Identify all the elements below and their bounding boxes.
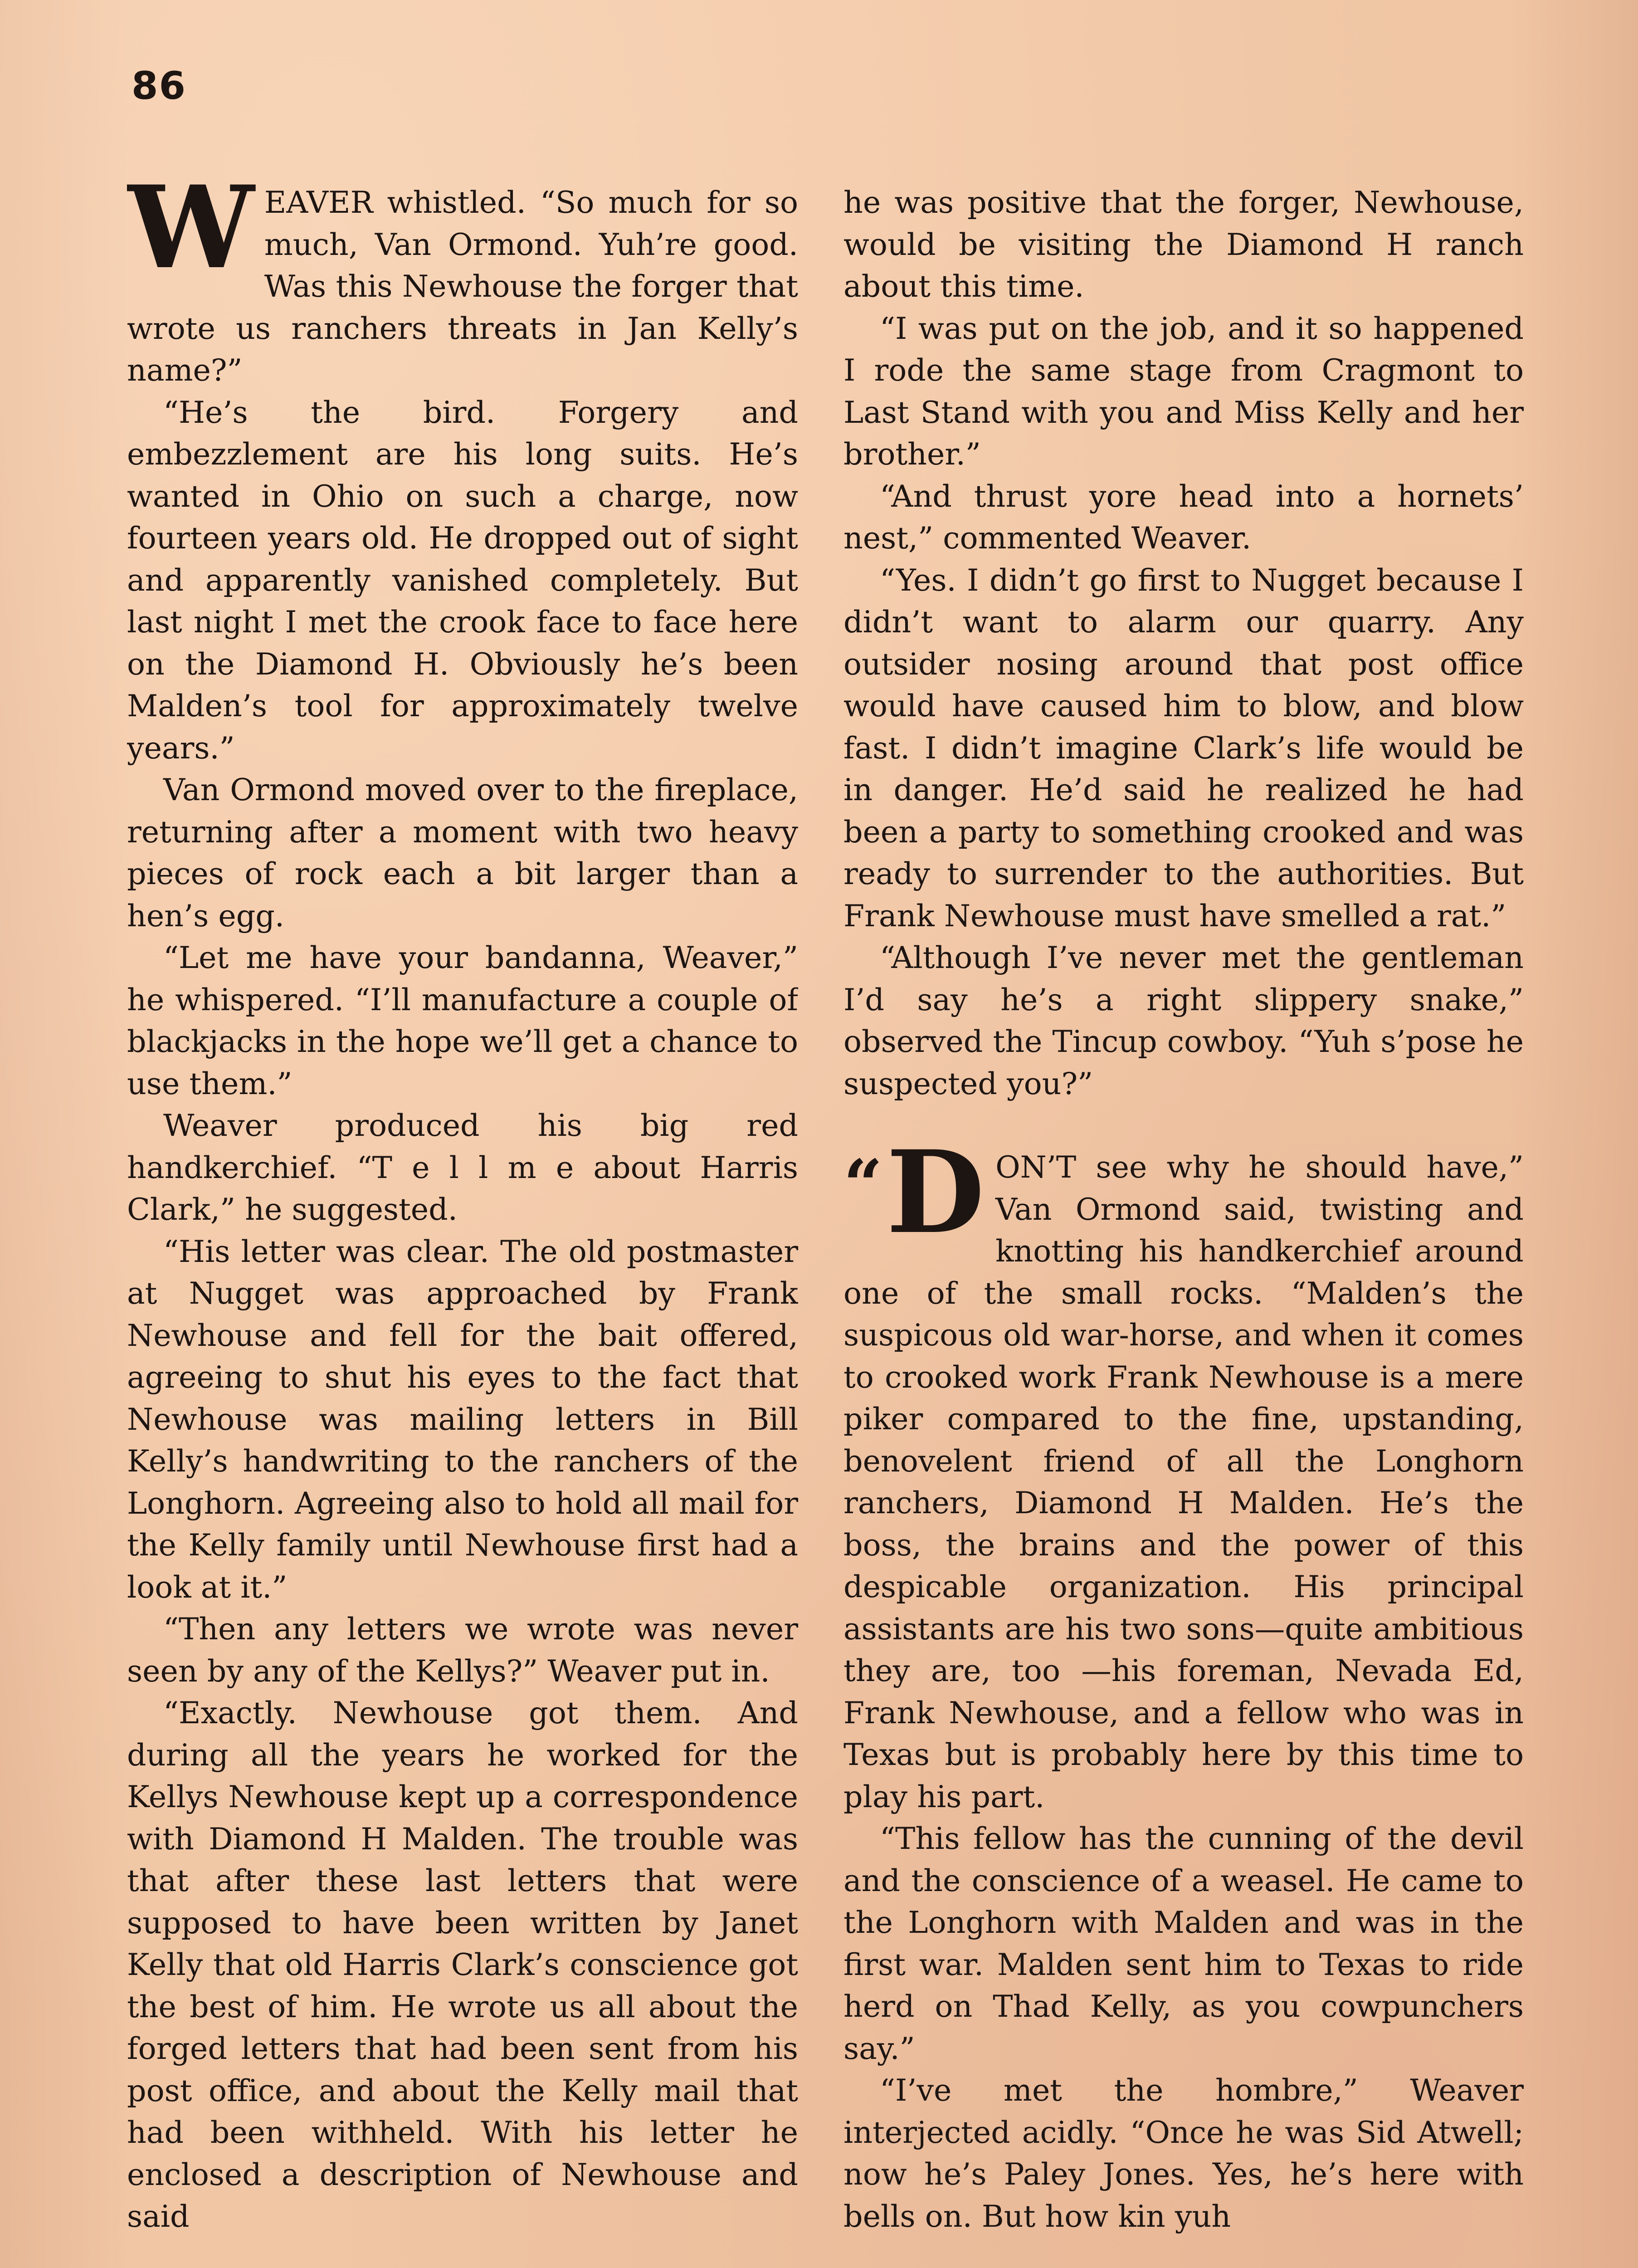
- body-paragraph: “Exactly. Newhouse got them. And during all the years he worked for the Kellys Newhouse kept up a correspondence with Diamond H Malden. The trouble was that after these last letters that were supposed to have been written by Janet Kelly that old Harris Clark’s conscience got the best of him. He wrote us all about the forged letters that had been sent from his post office, and about the Kelly mail that had been withheld. With his letter he enclosed a description of Newhouse and said: [127, 1695, 798, 2234]
- opening-text: whistled. “So much for so much, Van Ormond. Yuh’re good. Was this Newhouse the forger that wrote us ranchers threats in Jan Kelly’s name?”: [127, 185, 798, 388]
- body-paragraph: he was positive that the forger, Newhouse, would be visiting the Diamond H ranch about this time.: [843, 185, 1524, 304]
- section-opening-text: ON’T see why he should have,” Van Ormond said, twisting and knotting his handkerchief around one of the small rocks. “Malden’s the suspicous old war-horse, and when it comes to crooked work Frank Newhouse is a mere piker compared to the fine, upstanding, benovelent friend of all the Longhorn ranchers, Diamond H Malden. He’s the boss, the brains and the power of this despicable organization. His principal assistants are his two sons—quite ambitious they are, too —his foreman, Nevada Ed, Frank Newhouse, and a fellow who was in Texas but is probably here by this time to play his part.: [843, 1149, 1524, 1814]
- drop-cap-d: D: [886, 1125, 985, 1259]
- drop-cap-w: W: [127, 181, 254, 294]
- right-paragraphs-after: [843, 1818, 1524, 2237]
- body-paragraph: Van Ormond moved over to the fireplace, returning after a moment with two heavy pieces of rock each a bit larger than a hen’s egg.: [127, 772, 798, 934]
- right-paragraphs-before: [843, 181, 1524, 1105]
- body-paragraph: “Let me have your bandanna, Weaver,” he whispered. “I’ll manufacture a couple of blackjacks in the hope we’ll get a chance to use them.”: [127, 940, 798, 1101]
- page-number: 86: [132, 64, 186, 108]
- left-paragraphs: [127, 391, 798, 2238]
- opening-paragraph: [127, 181, 798, 391]
- body-paragraph: Weaver produced his big red handkerchief. “T e l l m e about Harris Clark,” he suggested.: [127, 1108, 798, 1227]
- body-paragraph: “Then any letters we wrote was never seen by any of the Kellys?” Weaver put in.: [127, 1611, 798, 1689]
- body-paragraph: “This fellow has the cunning of the devil and the conscience of a weasel. He came to the Longhorn with Malden and was in the first war. Malden sent him to Texas to ride herd on Thad Kelly, as you cowpunchers say.”: [843, 1821, 1524, 2066]
- body-paragraph: “And thrust yore head into a hornets’ nest,” commented Weaver.: [843, 478, 1524, 556]
- body-paragraph: “Yes. I didn’t go first to Nugget because I didn’t want to alarm our quarry. Any outsider nosing around that post office would have caused him to blow, and blow fast. I didn’t imagine Clark’s life would be in danger. He’d said he realized he had been a party to something crooked and was ready to surrender to the authorities. But Frank Newhouse must have smelled a rat.”: [843, 562, 1524, 934]
- right-column: [843, 181, 1524, 2268]
- body-paragraph: “I was put on the job, and it so happened I rode the same stage from Cragmont to Last Stand with you and Miss Kelly and her brother.”: [843, 310, 1524, 472]
- section-opening-paragraph: [843, 1125, 1524, 1818]
- body-paragraph: “Although I’ve never met the gentleman I’d say he’s a right slippery snake,” observed the Tincup cowboy. “Yuh s’pose he suspected you?”: [843, 940, 1524, 1101]
- left-column: [127, 181, 798, 2268]
- body-paragraph: “He’s the bird. Forgery and embezzlement are his long suits. He’s wanted in Ohio on such a charge, now fourteen years old. He dropped out of sight and apparently vanished completely. But last night I met the crook face to face here on the Diamond H. Obviously he’s been Malden’s tool for approximately twelve years.”: [127, 394, 798, 766]
- drop-quote-mark: “: [843, 1145, 883, 1225]
- lead-in-word: EAVER: [264, 185, 373, 220]
- body-paragraph: “I’ve met the hombre,” Weaver interjected acidly. “Once he was Sid Atwell; now he’s Paley Jones. Yes, he’s here with bells on. But how kin yuh: [843, 2072, 1524, 2234]
- body-paragraph: “His letter was clear. The old postmaster at Nugget was approached by Frank Newhouse and fell for the bait offered, agreeing to shut his eyes to the fact that Newhouse was mailing letters in Bill Kelly’s handwriting to the ranchers of the Longhorn. Agreeing also to hold all mail for the Kelly family until Newhouse first had a look at it.”: [127, 1233, 798, 1605]
